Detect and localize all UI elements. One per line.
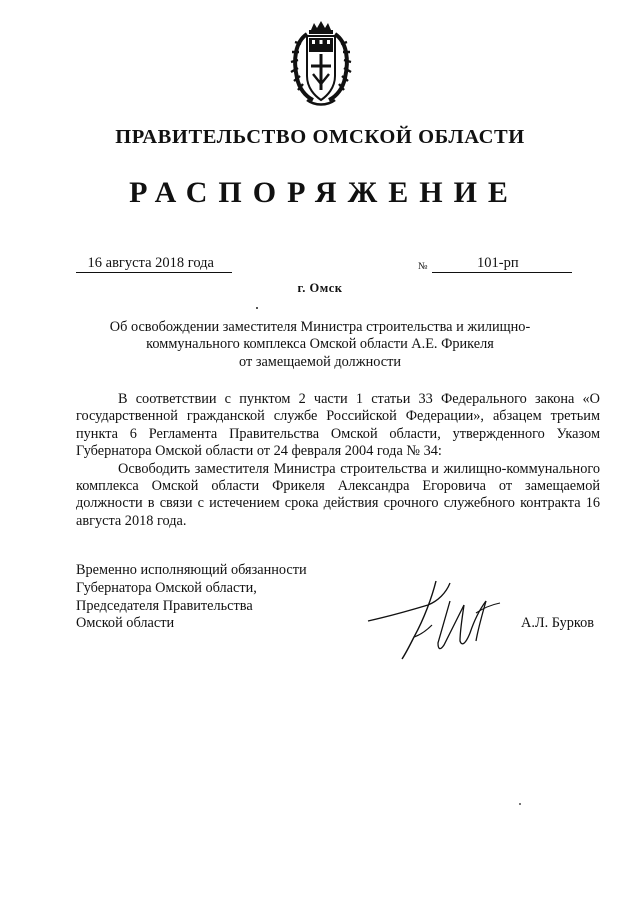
body-paragraph: Освободить заместителя Министра строительства и жилищно-коммунального комплекса Омской области Фрикеля Александра Егоровича от замещаемой должности в связи с истечением срока действия срочного служебного контракта 16 августа 2018 года. [76,460,600,529]
stray-dot [256,307,258,309]
signatory-position [76,562,356,633]
document-type-title: РАСПОРЯЖЕНИЕ [129,176,519,209]
document-date: 16 августа 2018 года [76,255,232,273]
document-body [76,391,600,530]
subject-line: от замещаемой должности [239,353,401,370]
omsk-oblast-coat-of-arms-icon [287,20,355,106]
subject-line: Об освобождении заместителя Министра строительства и жилищно- [109,319,531,335]
government-title: ПРАВИТЕЛЬСТВО ОМСКОЙ ОБЛАСТИ [115,126,525,148]
subject-line: коммунального комплекса Омской области А.Е. Фрикеля [146,336,494,353]
number-sign: № [418,261,428,272]
position-line: Омской области [76,615,175,632]
stray-mark [519,803,521,805]
position-line: Временно исполняющий обязанности [76,562,307,578]
position-line: Председателя Правительства [76,597,253,614]
signer-name: А.Л. Бурков [521,615,595,631]
city-name: г. Омск [297,281,343,295]
document-number: 101-рп [465,255,572,273]
handwritten-signature-icon [366,575,506,665]
document-subject [90,319,550,371]
body-paragraph: В соответствии с пунктом 2 части 1 статьи 33 Федерального закона «О государственной гражданской службе Российской Федерации», абзацем третьим пункта 6 Регламента Правительства Омской области, утвержденного Указом Губернатора Омской области от 24 февраля 2004 года № 34: [76,391,600,460]
number-underline [432,272,465,273]
position-line: Губернатора Омской области, [76,579,257,596]
